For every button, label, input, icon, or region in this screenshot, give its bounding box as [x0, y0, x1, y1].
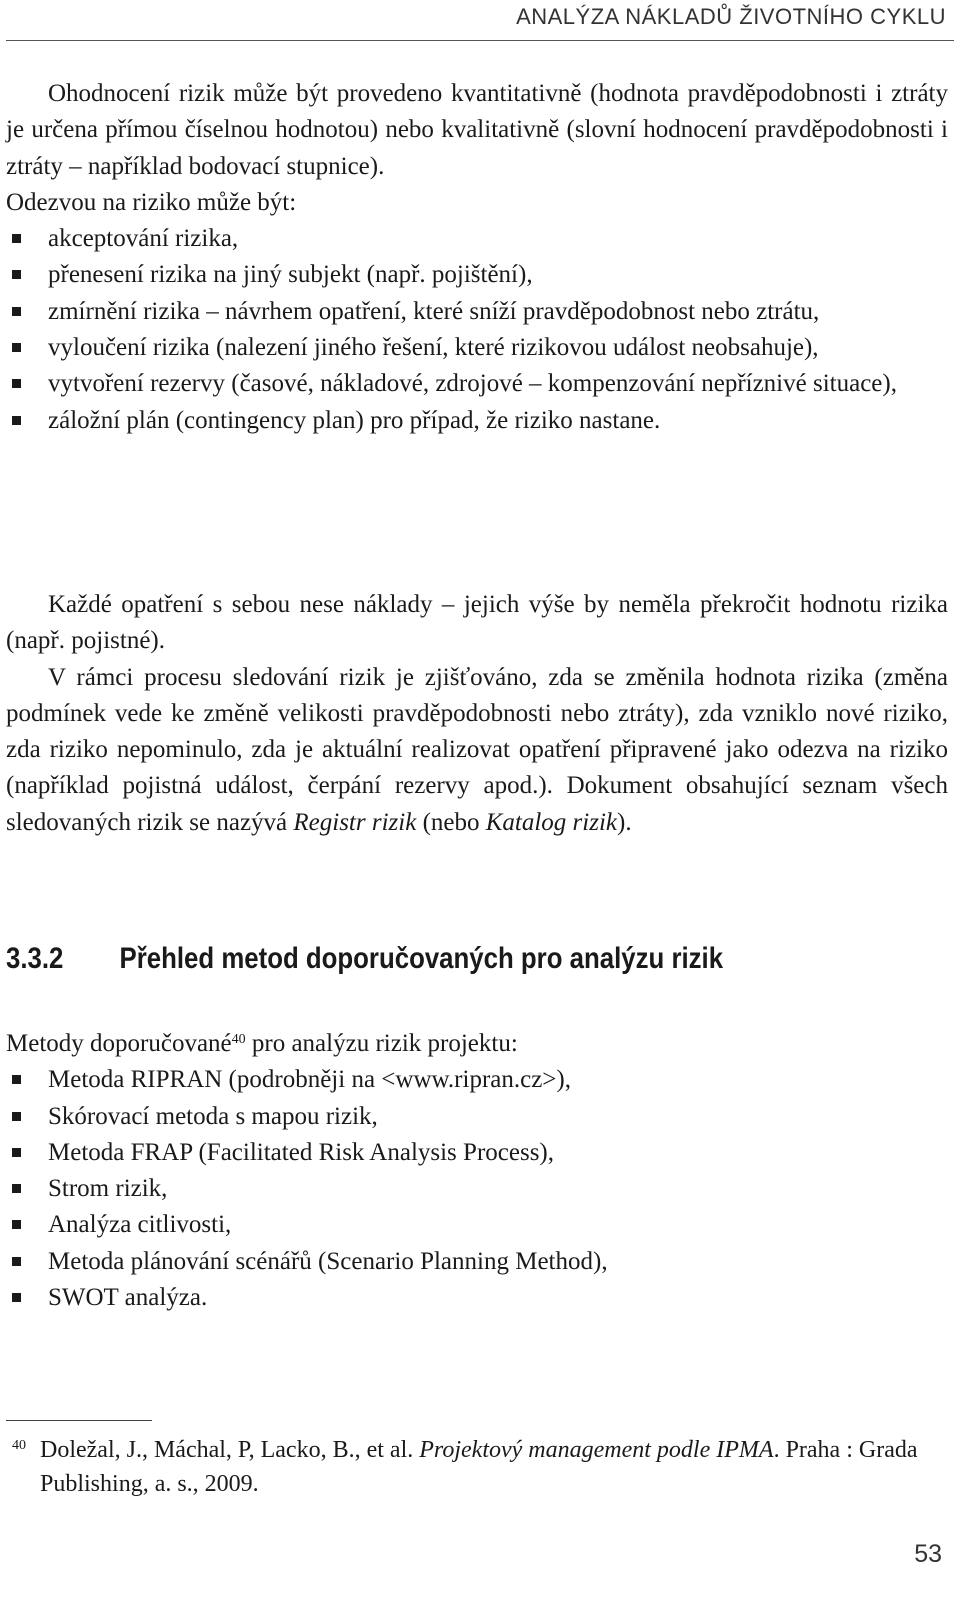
list-item: zmírnění rizika – návrhem opatření, které sníží pravděpodobnost nebo ztrátu, [6, 294, 948, 330]
list-item: Analýza citlivosti, [6, 1207, 948, 1243]
footnote-publication: . Praha : Grada Publishing, a. s., 2009. [40, 1437, 918, 1497]
methods-section [6, 1026, 948, 1316]
list-item: záložní plán (contingency plan) pro případ, že riziko nastane. [6, 403, 948, 439]
term-katalog-rizik: Katalog rizik [485, 808, 617, 836]
risk-response-list [6, 221, 948, 439]
methods-lead-text: pro analýzu rizik projektu: [245, 1030, 518, 1057]
costs-paragraph: Každé opatření s sebou nese náklady – jejich výše by neměla překročit hodnotu rizika (např. pojistné). [6, 591, 948, 655]
footnote [6, 1433, 946, 1501]
footnote-rule [6, 1420, 152, 1421]
list-item: akceptování rizika, [6, 221, 948, 257]
methods-lead-in [6, 1026, 948, 1062]
footnote-book-title: Projektový management podle IPMA [419, 1437, 774, 1463]
list-item: Skórovací metoda s mapou rizik, [6, 1099, 948, 1135]
list-item: SWOT analýza. [6, 1280, 948, 1316]
monitoring-text: (nebo [416, 808, 486, 836]
section-heading [6, 942, 723, 976]
footnote-reference[interactable]: 40 [231, 1032, 246, 1047]
list-item: Metoda FRAP (Facilitated Risk Analysis Process), [6, 1135, 948, 1171]
monitoring-paragraph [6, 660, 948, 841]
risk-response-lead-in: Odezvou na riziko může být: [6, 188, 297, 216]
risk-assessment-paragraph: Ohodnocení rizik může být provedeno kvantitativně (hodnota pravděpodobnosti i ztráty je určena přímou číselnou hodnotou) nebo kvalitativně (slovní hodnocení pravděpodobnosti i ztráty – například bodovací stupnice). [6, 80, 948, 180]
running-header: ANALÝZA NÁKLADŮ ŽIVOTNÍHO CYKLU [516, 4, 946, 29]
costs-and-monitoring-section [6, 587, 948, 841]
header-rule [6, 40, 954, 41]
monitoring-text: V rámci procesu sledování rizik je zjišťováno, zda se změnila hodnota rizika (změna podmínek vede ke změně velikosti pravděpodobnosti nebo ztráty), zda vzniklo nové riziko, zda riziko nepominulo, zda je aktuální realizovat opatření připravené jako odezva na riziko (například pojistná událost, čerpání rezervy apod.). Dokument obsahující seznam všech sledovaných rizik se nazývá [6, 663, 948, 836]
footnote-text [6, 1433, 946, 1501]
list-item: Strom rizik, [6, 1171, 948, 1207]
term-registr-rizik: Registr rizik [293, 808, 417, 836]
page-number: 53 [914, 1540, 942, 1568]
methods-list [6, 1062, 948, 1316]
list-item: přenesení rizika na jiný subjekt (např. pojištění), [6, 257, 948, 293]
section-number: 3.3.2 [6, 942, 64, 975]
methods-lead-text: Metody doporučované [6, 1030, 232, 1057]
footnote-authors: Doležal, J., Máchal, P, Lacko, B., et al. [40, 1437, 420, 1463]
list-item: Metoda RIPRAN (podrobněji na <www.ripran.cz>), [6, 1062, 948, 1098]
list-item: Metoda plánování scénářů (Scenario Planning Method), [6, 1244, 948, 1280]
section-title: Přehled metod doporučovaných pro analýzu rizik [119, 942, 724, 975]
monitoring-text: ). [617, 808, 632, 836]
list-item: vyloučení rizika (nalezení jiného řešení, které rizikovou událost neobsahuje), [6, 330, 948, 366]
footnote-number: 40 [12, 1438, 26, 1453]
intro-section [6, 76, 948, 439]
list-item: vytvoření rezervy (časové, nákladové, zdrojové – kompenzování nepříznivé situace), [6, 366, 948, 402]
